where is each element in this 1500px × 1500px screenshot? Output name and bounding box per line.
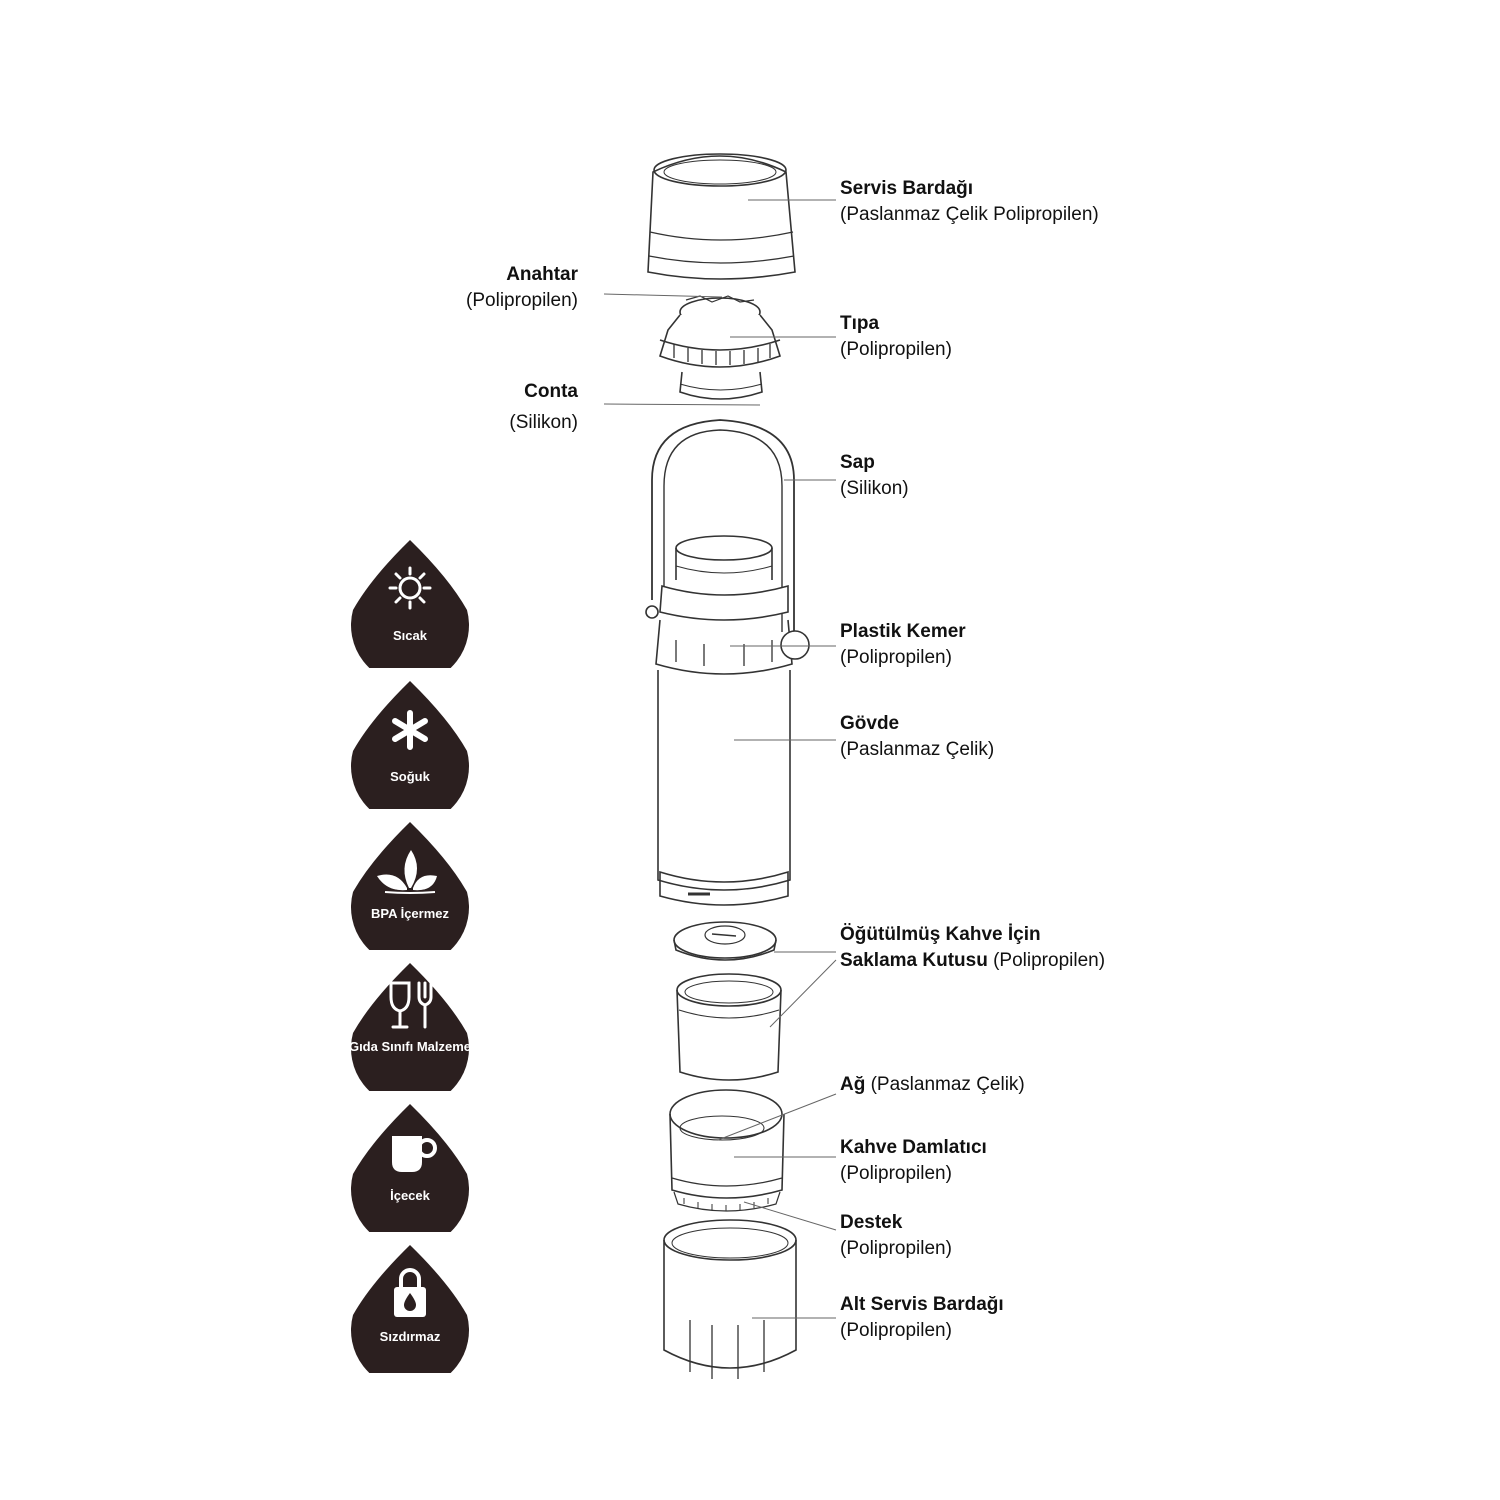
label-material: (Polipropilen) xyxy=(466,290,578,311)
coffee-container-drawing xyxy=(674,922,781,1080)
label-material: (Paslanmaz Çelik) xyxy=(840,739,995,760)
label-gasket xyxy=(509,376,578,438)
bottom-cup-drawing xyxy=(664,1220,796,1379)
badge-leakproof xyxy=(345,1243,475,1373)
label-title-line2: Saklama Kutusu xyxy=(840,950,988,971)
badge-label: Sıcak xyxy=(393,628,427,643)
label-material: (Polipropilen) xyxy=(840,1238,952,1259)
label-title: Conta xyxy=(524,381,578,402)
label-handle xyxy=(840,450,909,502)
label-title: Gövde xyxy=(840,713,900,734)
label-material: (Polipropilen) xyxy=(840,647,952,668)
label-title: Sap xyxy=(840,452,875,473)
label-title: Alt Servis Bardağı xyxy=(840,1294,1004,1315)
label-title: Servis Bardağı xyxy=(840,178,974,199)
badge-bpa-free xyxy=(345,820,475,950)
label-title: Kahve Damlatıcı xyxy=(840,1137,987,1158)
label-title: Anahtar xyxy=(506,264,578,285)
badge-label: Gıda Sınıfı Malzeme xyxy=(348,1039,472,1054)
label-material: (Paslanmaz Çelik) xyxy=(870,1074,1025,1095)
label-title: Plastik Kemer xyxy=(840,621,966,642)
lock-icon xyxy=(345,1243,475,1373)
neck-and-belt-drawing xyxy=(646,536,809,674)
leaf-icon xyxy=(345,820,475,950)
body-drawing xyxy=(658,670,790,905)
sun-icon xyxy=(345,538,475,668)
badge-beverage xyxy=(345,1102,475,1232)
badge-label: İçecek xyxy=(390,1188,430,1203)
serving-cup-drawing xyxy=(648,154,795,279)
label-title-line1: Öğütülmüş Kahve İçin xyxy=(840,924,1041,945)
label-key xyxy=(466,262,578,314)
label-material: (Silikon) xyxy=(840,478,909,499)
label-support xyxy=(840,1210,952,1262)
label-title: Tıpa xyxy=(840,313,880,334)
label-mesh xyxy=(840,1072,1025,1098)
badge-food-grade xyxy=(345,961,475,1091)
stopper-drawing xyxy=(660,296,780,399)
label-body xyxy=(840,711,994,763)
label-material: (Paslanmaz Çelik Polipropilen) xyxy=(840,204,1099,225)
badge-label: BPA İçermez xyxy=(370,906,450,921)
label-title: Destek xyxy=(840,1212,903,1233)
badge-label: Soğuk xyxy=(390,769,430,784)
mug-icon xyxy=(345,1102,475,1232)
label-material: (Polipropilen) xyxy=(840,339,952,360)
label-plastic-belt xyxy=(840,619,966,671)
label-stopper xyxy=(840,311,952,363)
label-title: Ağ xyxy=(840,1074,866,1095)
glass-fork-icon xyxy=(345,961,475,1091)
label-bottom-cup xyxy=(840,1292,1004,1344)
badge-cold xyxy=(345,679,475,809)
label-material: (Polipropilen) xyxy=(840,1320,952,1341)
snowflake-icon xyxy=(345,679,475,809)
coffee-dripper-drawing xyxy=(670,1090,784,1211)
label-coffee-container xyxy=(840,922,1105,974)
label-coffee-dripper xyxy=(840,1135,987,1187)
label-material: (Silikon) xyxy=(509,412,578,433)
label-material: (Polipropilen) xyxy=(993,950,1106,971)
badge-hot xyxy=(345,538,475,668)
badge-label: Sızdırmaz xyxy=(379,1329,441,1344)
label-serving-cup xyxy=(840,176,1099,228)
label-material: (Polipropilen) xyxy=(840,1163,952,1184)
